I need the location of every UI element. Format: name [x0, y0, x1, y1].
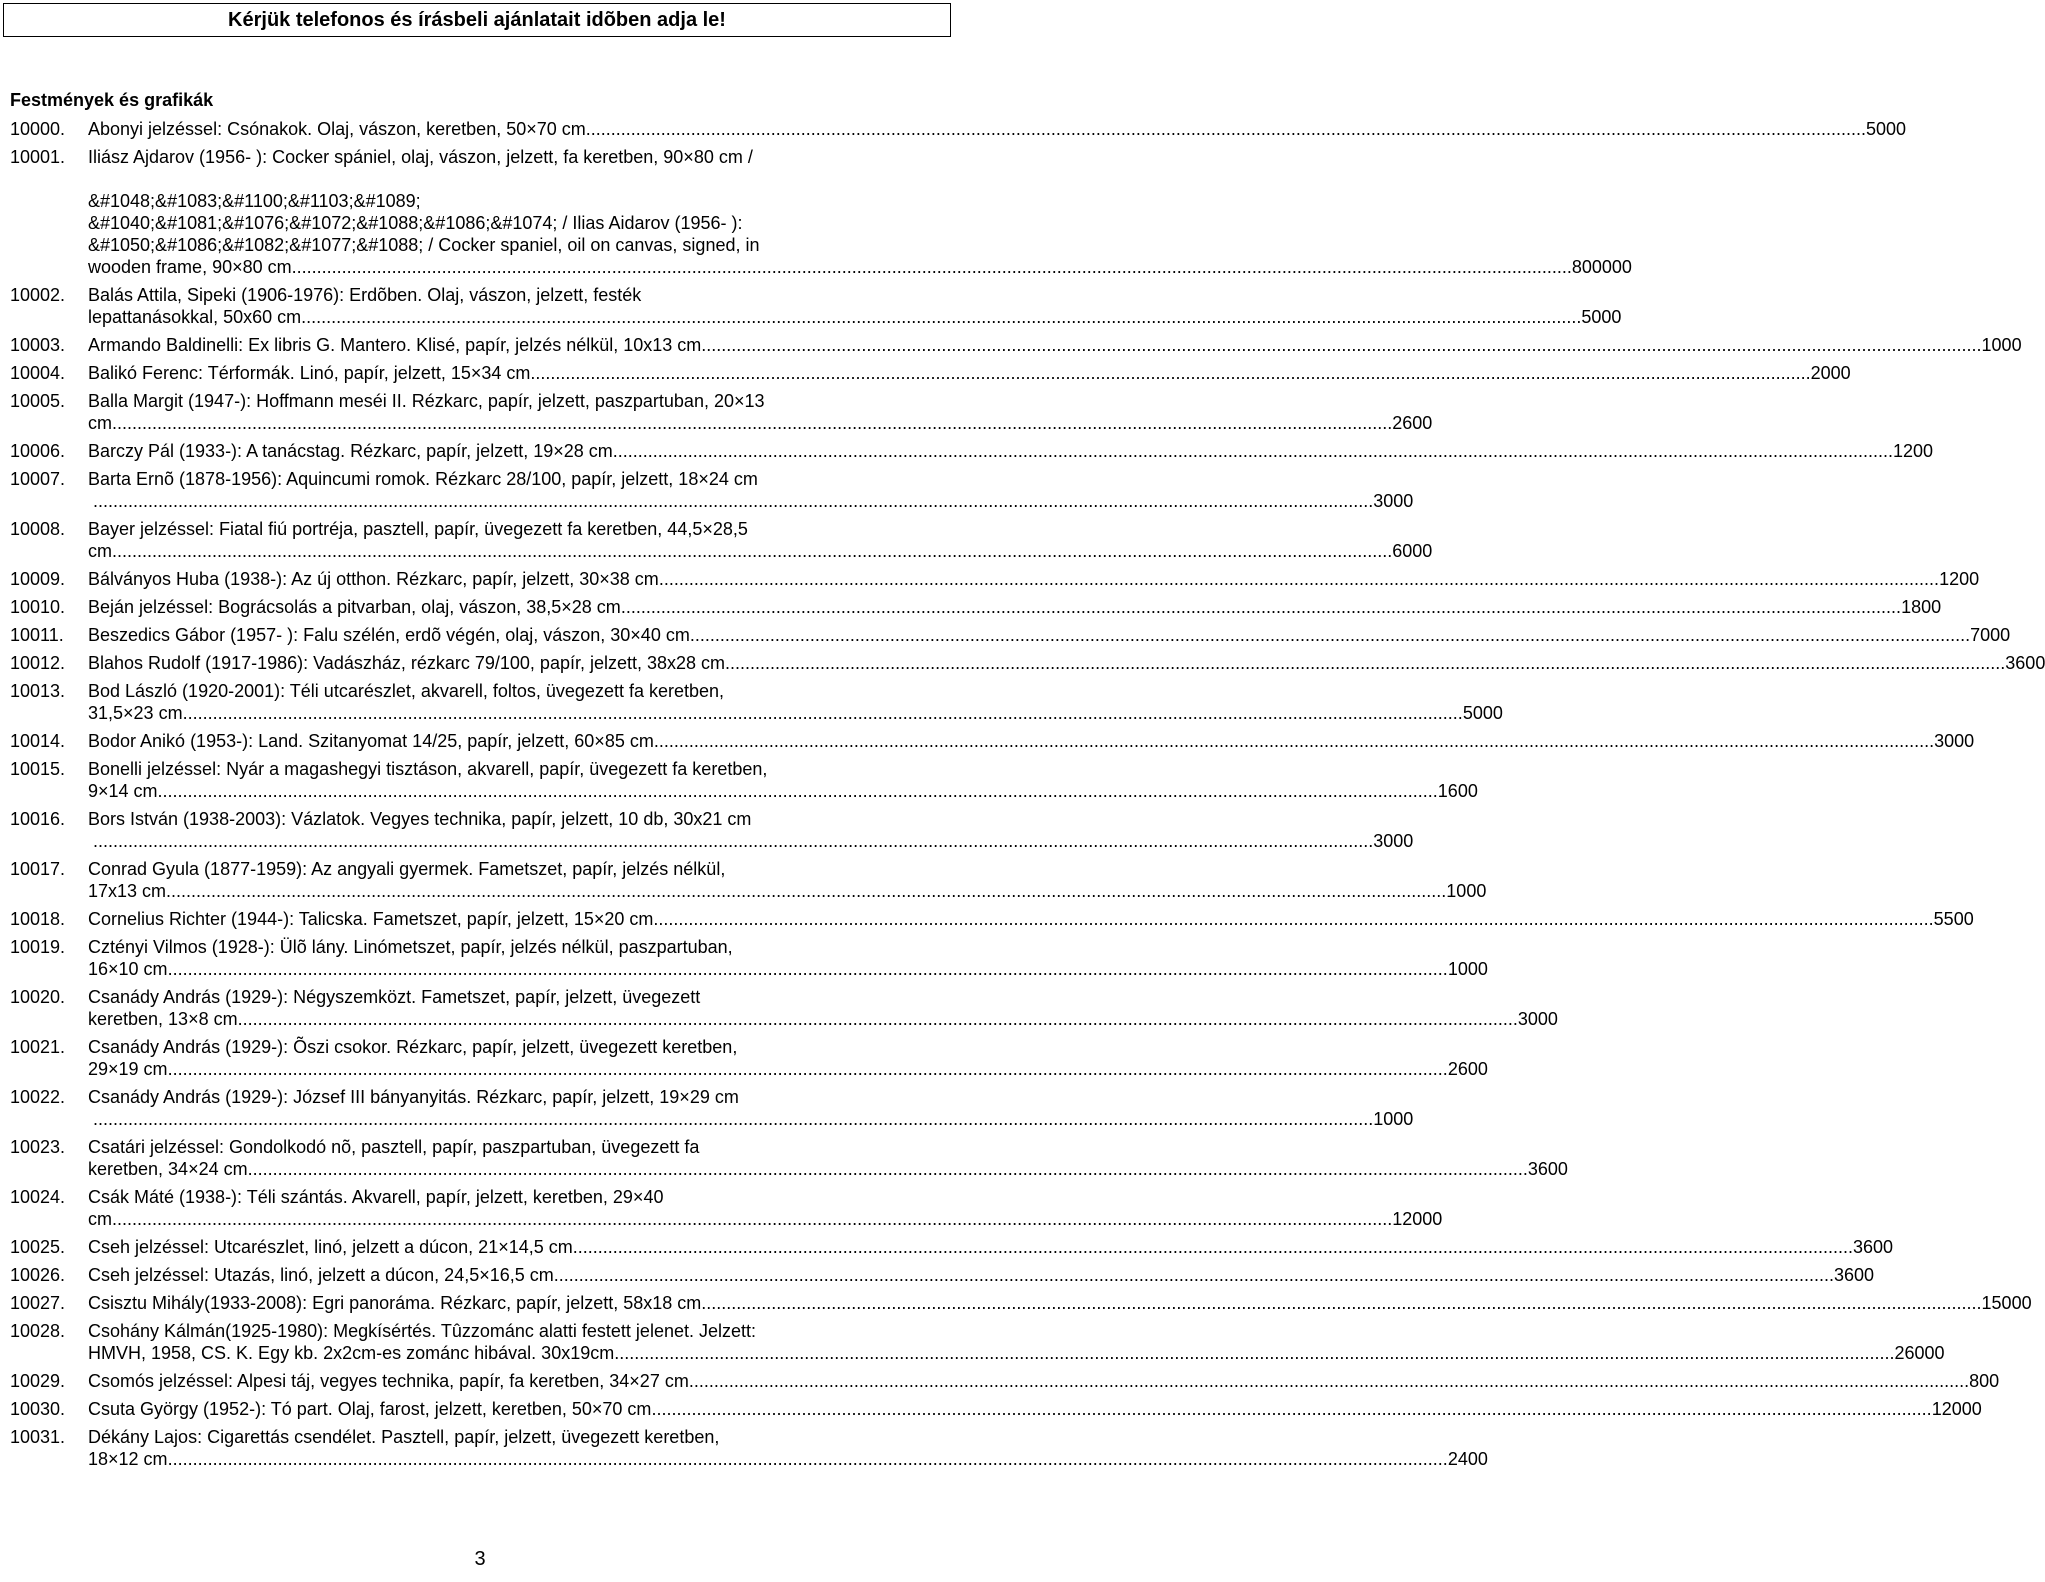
entry-text: Dékány Lajos: Cigarettás csendélet. Pasztell, papír, jelzett, üvegezett keretben, — [88, 1427, 720, 1447]
entry-price: 1800 — [1901, 597, 1942, 617]
entry-description — [88, 936, 1488, 980]
entry-description — [88, 1320, 1945, 1364]
entry-price: 2600 — [1392, 413, 1433, 433]
entry-text: 16×10 cm — [88, 959, 168, 979]
leader-dots — [653, 908, 1933, 930]
leader-dots — [93, 1108, 1373, 1130]
leader-dots — [248, 1158, 1528, 1180]
entry-price: 3000 — [1517, 1009, 1558, 1029]
entry-line — [88, 652, 2045, 674]
entry-description — [88, 624, 2010, 646]
entry-line — [88, 1086, 1413, 1108]
catalog-entry — [10, 1426, 1488, 1470]
entry-number: 10005. — [10, 391, 66, 411]
entry-text: Bod László (1920-2001): Téli utcarészlet, akvarell, foltos, üvegezett fa keretben, — [88, 681, 725, 701]
entry-number: 10028. — [10, 1321, 66, 1341]
catalog-entry — [10, 986, 1558, 1030]
entry-number: 10019. — [10, 937, 66, 957]
leader-dots — [112, 412, 1392, 434]
entry-text: Bálványos Huba (1938-): Az új otthon. Rézkarc, papír, jelzett, 30×38 cm — [88, 569, 659, 589]
leader-dots — [166, 880, 1446, 902]
entry-line — [88, 540, 1432, 562]
leader-dots — [725, 652, 2005, 674]
entry-price: 5500 — [1933, 909, 1974, 929]
catalog-entry — [10, 334, 2022, 356]
entry-price: 15000 — [1981, 1293, 2032, 1313]
catalog-entry — [10, 730, 1975, 752]
catalog-entry — [10, 568, 1980, 590]
entry-text: Csomós jelzéssel: Alpesi táj, vegyes technika, papír, fa keretben, 34×27 cm — [88, 1371, 689, 1391]
entry-text: cm — [88, 413, 112, 433]
entry-number: 10010. — [10, 597, 66, 617]
entry-number: 10002. — [10, 285, 66, 305]
entry-number: 10024. — [10, 1187, 66, 1207]
entry-text: lepattanásokkal, 50x60 cm — [88, 307, 302, 327]
entry-price: 1000 — [1373, 1109, 1414, 1129]
entry-line — [88, 596, 1941, 618]
entry-description — [88, 518, 1432, 562]
leader-dots — [238, 1008, 1518, 1030]
catalog-entry — [10, 1036, 1488, 1080]
leader-dots — [93, 490, 1373, 512]
entry-number: 10027. — [10, 1293, 66, 1313]
entry-number: 10017. — [10, 859, 66, 879]
entry-description — [88, 362, 1851, 384]
catalog-entry — [10, 1398, 1982, 1420]
entry-text: Cornelius Richter (1944-): Talicska. Fametszet, papír, jelzett, 15×20 cm — [88, 909, 654, 929]
entry-price: 1200 — [1939, 569, 1980, 589]
entry-number: 10009. — [10, 569, 66, 589]
catalog-entry — [10, 680, 1503, 724]
entry-description — [88, 1398, 1982, 1420]
entry-number: 10031. — [10, 1427, 66, 1447]
entry-number: 10021. — [10, 1037, 66, 1057]
entry-text: 17x13 cm — [88, 881, 167, 901]
entry-description — [88, 758, 1478, 802]
entry-number: 10008. — [10, 519, 66, 539]
catalog-entry — [10, 858, 1487, 902]
entry-line — [88, 730, 1974, 752]
entry-line — [88, 334, 2022, 356]
entry-number: 10004. — [10, 363, 66, 383]
catalog-entry — [10, 1236, 1894, 1258]
entry-description — [88, 1086, 1413, 1130]
leader-dots — [701, 334, 1981, 356]
entry-description — [88, 908, 1974, 930]
entry-price: 3600 — [2005, 653, 2045, 673]
entry-line — [88, 440, 1933, 462]
entry-text: keretben, 13×8 cm — [88, 1009, 238, 1029]
entry-line — [88, 1292, 2032, 1314]
leader-dots — [292, 256, 1572, 278]
entry-text: HMVH, 1958, CS. K. Egy kb. 2x2cm-es zománc hibával. 30x19cm — [88, 1343, 615, 1363]
entry-text: Csanády András (1929-): József III bányanyitás. Rézkarc, papír, jelzett, 19×29 cm — [88, 1087, 739, 1107]
entry-price: 800000 — [1571, 257, 1632, 277]
entry-line — [88, 908, 1974, 930]
entry-description — [88, 858, 1486, 902]
section-title: Festmények és grafikák — [10, 90, 214, 110]
entry-number: 10015. — [10, 759, 66, 779]
catalog-entry — [10, 596, 1942, 618]
catalog-entry — [10, 390, 1433, 434]
entry-text: Bors István (1938-2003): Vázlatok. Vegyes technika, papír, jelzett, 10 db, 30x21 cm — [88, 809, 752, 829]
entry-price: 26000 — [1894, 1343, 1945, 1363]
entry-description — [88, 568, 1979, 590]
entry-description — [88, 652, 2045, 674]
entry-description — [88, 596, 1941, 618]
page-header: Kérjük telefonos és írásbeli ajánlatait idõben adja le! — [3, 3, 951, 37]
leader-dots — [301, 306, 1581, 328]
entry-description — [88, 440, 1933, 462]
entry-description — [88, 1264, 1874, 1286]
entry-text — [88, 168, 93, 190]
entry-text: &#1040;&#1081;&#1076;&#1072;&#1088;&#1086;&#1074; / Ilias Aidarov (1956- ): — [88, 213, 743, 233]
entry-text: Csohány Kálmán(1925-1980): Megkísértés. Tûzzománc alatti festett jelenet. Jelzett: — [88, 1321, 757, 1341]
entry-number: 10020. — [10, 987, 66, 1007]
catalog-entry — [10, 518, 1433, 562]
entry-number: 10011. — [10, 625, 64, 645]
entry-price: 3000 — [1373, 491, 1414, 511]
leader-dots — [613, 440, 1893, 462]
entry-line — [88, 362, 1851, 384]
entry-text: Armando Baldinelli: Ex libris G. Mantero. Klisé, papír, jelzés nélkül, 10x13 cm — [88, 335, 702, 355]
entry-line — [88, 830, 1413, 852]
entry-text: Cztényi Vilmos (1928-): Ülõ lány. Linómetszet, papír, jelzés nélkül, paszpartuban, — [88, 937, 733, 957]
catalog-entry — [10, 624, 2011, 646]
entry-text: Csatári jelzéssel: Gondolkodó nõ, pasztell, papír, paszpartuban, üvegezett fa — [88, 1137, 700, 1157]
entry-line — [88, 256, 1632, 278]
entry-line — [88, 1208, 1442, 1230]
entry-price: 3600 — [1853, 1237, 1894, 1257]
entry-line — [88, 702, 1503, 724]
catalog-entry — [10, 468, 1414, 512]
entry-line — [88, 1236, 1893, 1258]
leader-dots — [183, 702, 1463, 724]
entry-price: 3600 — [1527, 1159, 1568, 1179]
catalog-entry — [10, 1370, 2000, 1392]
leader-dots — [614, 1342, 1894, 1364]
entry-price: 1600 — [1437, 781, 1478, 801]
entry-description — [88, 334, 2022, 356]
entry-line — [88, 1036, 1488, 1058]
entry-line — [88, 1448, 1488, 1470]
entry-text: Bayer jelzéssel: Fiatal fiú portréja, pasztell, papír, üvegezett fa keretben, 44,5×28,5 — [88, 519, 748, 539]
entry-line — [88, 306, 1621, 328]
entry-number: 10022. — [10, 1087, 66, 1107]
entry-text: 29×19 cm — [88, 1059, 168, 1079]
entry-number: 10013. — [10, 681, 66, 701]
entry-line — [88, 1398, 1982, 1420]
catalog-entry — [10, 1320, 1945, 1364]
entry-number: 10029. — [10, 1371, 66, 1391]
entry-line — [88, 858, 1486, 880]
entry-line — [88, 1320, 1945, 1342]
entry-line — [88, 284, 1621, 306]
entry-text: Abonyi jelzéssel: Csónakok. Olaj, vászon, keretben, 50×70 cm — [88, 119, 586, 139]
entry-description — [88, 1370, 1999, 1392]
leader-dots — [689, 1370, 1969, 1392]
entry-description — [88, 808, 1413, 852]
leader-dots — [701, 1292, 1981, 1314]
leader-dots — [659, 568, 1939, 590]
entry-text: Csanády András (1929-): Õszi csokor. Rézkarc, papír, jelzett, üvegezett keretben, — [88, 1037, 738, 1057]
entry-text: Iliász Ajdarov (1956- ): Cocker spániel, olaj, vászon, jelzett, fa keretben, 90×80 cm / — [88, 147, 753, 167]
entry-price: 5000 — [1462, 703, 1503, 723]
catalog-entry — [10, 440, 1934, 462]
entry-price: 6000 — [1392, 541, 1433, 561]
entry-text: Balás Attila, Sipeki (1906-1976): Erdõben. Olaj, vászon, jelzett, festék — [88, 285, 642, 305]
catalog-entry — [10, 758, 1478, 802]
entry-description — [88, 390, 1432, 434]
entry-number: 10026. — [10, 1265, 66, 1285]
entry-description — [88, 1292, 2032, 1314]
entry-line — [88, 234, 1632, 256]
leader-dots — [168, 958, 1448, 980]
entry-line — [88, 1058, 1488, 1080]
entry-text: Balla Margit (1947-): Hoffmann meséi II. Rézkarc, papír, jelzett, paszpartuban, 20×13 — [88, 391, 765, 411]
entry-line — [88, 758, 1478, 780]
entry-description — [88, 284, 1621, 328]
leader-dots — [586, 118, 1866, 140]
entry-number: 10012. — [10, 653, 66, 673]
entry-line — [88, 808, 1413, 830]
catalog-entry — [10, 908, 1974, 930]
catalog-entry — [10, 1186, 1443, 1230]
entry-line — [88, 568, 1979, 590]
leader-dots — [651, 1398, 1931, 1420]
entry-line — [88, 412, 1432, 434]
entry-line — [88, 190, 1632, 212]
catalog-entry — [10, 936, 1488, 980]
entry-text: Blahos Rudolf (1917-1986): Vadászház, rézkarc 79/100, papír, jelzett, 38x28 cm — [88, 653, 726, 673]
entry-line — [88, 958, 1488, 980]
entry-line — [88, 936, 1488, 958]
leader-dots — [168, 1448, 1448, 1470]
entry-line — [88, 390, 1432, 412]
entry-number: 10023. — [10, 1137, 66, 1157]
entry-line — [88, 780, 1478, 802]
entry-text: Bonelli jelzéssel: Nyár a magashegyi tisztáson, akvarell, papír, üvegezett fa keretben, — [88, 759, 768, 779]
entry-text: Balikó Ferenc: Térformák. Linó, papír, jelzett, 15×34 cm — [88, 363, 531, 383]
entry-text: Csuta György (1952-): Tó part. Olaj, farost, jelzett, keretben, 50×70 cm — [88, 1399, 652, 1419]
entry-price: 3000 — [1934, 731, 1975, 751]
leader-dots — [168, 1058, 1448, 1080]
entry-line — [88, 1426, 1488, 1448]
catalog-entry — [10, 1292, 2032, 1314]
catalog-entry — [10, 362, 1851, 384]
entry-text: Barczy Pál (1933-): A tanácstag. Rézkarc, papír, jelzett, 19×28 cm — [88, 441, 613, 461]
entry-line — [88, 1158, 1568, 1180]
leader-dots — [573, 1236, 1853, 1258]
entry-number: 10030. — [10, 1399, 66, 1419]
entry-text: Bodor Anikó (1953-): Land. Szitanyomat 14/25, papír, jelzett, 60×85 cm — [88, 731, 654, 751]
entry-number: 10001. — [10, 147, 66, 167]
entry-number: 10014. — [10, 731, 66, 751]
entry-number: 10016. — [10, 809, 66, 829]
entry-price: 1000 — [1981, 335, 2022, 355]
entry-text: Cseh jelzéssel: Utcarészlet, linó, jelzett a dúcon, 21×14,5 cm — [88, 1237, 573, 1257]
entry-line — [88, 1136, 1568, 1158]
entry-line — [88, 680, 1503, 702]
entry-price: 2000 — [1810, 363, 1851, 383]
entry-number: 10003. — [10, 335, 66, 355]
leader-dots — [621, 596, 1901, 618]
leader-dots — [93, 830, 1373, 852]
entry-line — [88, 212, 1632, 234]
entry-description — [88, 1426, 1488, 1470]
entry-text: cm — [88, 541, 112, 561]
entry-line — [88, 1108, 1413, 1130]
entry-number: 10006. — [10, 441, 66, 461]
entry-text: wooden frame, 90×80 cm — [88, 257, 292, 277]
catalog-entry — [10, 808, 1414, 852]
entry-text: Csisztu Mihály(1933-2008): Egri panoráma. Rézkarc, papír, jelzett, 58x18 cm — [88, 1293, 702, 1313]
entry-text: Conrad Gyula (1877-1959): Az angyali gyermek. Fametszet, papír, jelzés nélkül, — [88, 859, 726, 879]
leader-dots — [654, 730, 1934, 752]
catalog-entry — [10, 1136, 1568, 1180]
entry-price: 3600 — [1834, 1265, 1875, 1285]
leader-dots — [112, 1208, 1392, 1230]
entry-text: &#1050;&#1086;&#1082;&#1077;&#1088; / Cocker spaniel, oil on canvas, signed, in — [88, 235, 760, 255]
catalog-entry — [10, 1264, 1875, 1286]
entry-description — [88, 1136, 1568, 1180]
entry-description — [88, 680, 1503, 724]
entry-line — [88, 1264, 1874, 1286]
entry-line — [88, 1186, 1442, 1208]
entry-line — [88, 880, 1486, 902]
entry-line — [88, 1370, 1999, 1392]
catalog-entry — [10, 284, 1622, 328]
entry-text: &#1048;&#1083;&#1100;&#1103;&#1089; — [88, 191, 421, 211]
entry-text: 9×14 cm — [88, 781, 158, 801]
entry-text: Cseh jelzéssel: Utazás, linó, jelzett a dúcon, 24,5×16,5 cm — [88, 1265, 554, 1285]
entry-description — [88, 468, 1413, 512]
catalog-entry — [10, 1086, 1414, 1130]
entry-description — [88, 146, 1632, 278]
catalog-entry — [10, 118, 1907, 140]
entry-price: 12000 — [1931, 1399, 1982, 1419]
catalog-list — [10, 118, 2045, 1476]
entry-text: Barta Ernõ (1878-1956): Aquincumi romok. Rézkarc 28/100, papír, jelzett, 18×24 cm — [88, 469, 758, 489]
entry-price: 1000 — [1447, 959, 1488, 979]
entry-text: Csanády András (1929-): Négyszemközt. Fametszet, papír, jelzett, üvegezett — [88, 987, 701, 1007]
entry-line — [88, 986, 1558, 1008]
leader-dots — [690, 624, 1970, 646]
entry-price: 2400 — [1447, 1449, 1488, 1469]
entry-text: 18×12 cm — [88, 1449, 168, 1469]
entry-line — [88, 1342, 1945, 1364]
entry-number: 10025. — [10, 1237, 66, 1257]
entry-text: 31,5×23 cm — [88, 703, 183, 723]
entry-price: 12000 — [1392, 1209, 1443, 1229]
leader-dots — [530, 362, 1810, 384]
leader-dots — [112, 540, 1392, 562]
entry-description — [88, 730, 1974, 752]
entry-line — [88, 118, 1906, 140]
entry-price: 1000 — [1446, 881, 1487, 901]
entry-line — [88, 468, 1413, 490]
page-number: 3 — [474, 1548, 486, 1570]
leader-dots — [554, 1264, 1834, 1286]
entry-line — [88, 518, 1432, 540]
entry-text: cm — [88, 1209, 112, 1229]
entry-price: 1200 — [1893, 441, 1934, 461]
entry-text: Beján jelzéssel: Bográcsolás a pitvarban, olaj, vászon, 38,5×28 cm — [88, 597, 621, 617]
entry-number: 10018. — [10, 909, 66, 929]
entry-price: 3000 — [1373, 831, 1414, 851]
entry-text: keretben, 34×24 cm — [88, 1159, 248, 1179]
entry-line — [88, 146, 1632, 168]
entry-text: Beszedics Gábor (1957- ): Falu szélén, erdõ végén, olaj, vászon, 30×40 cm — [88, 625, 690, 645]
entry-number: 10000. — [10, 119, 66, 139]
entry-price: 5000 — [1866, 119, 1907, 139]
entry-description — [88, 1186, 1442, 1230]
entry-line — [88, 490, 1413, 512]
entry-description — [88, 986, 1558, 1030]
entry-price: 800 — [1969, 1371, 2000, 1391]
entry-line — [88, 168, 1632, 190]
entry-price: 5000 — [1581, 307, 1622, 327]
catalog-entry — [10, 146, 1632, 278]
entry-price: 2600 — [1447, 1059, 1488, 1079]
entry-price: 7000 — [1970, 625, 2011, 645]
catalog-entry — [10, 652, 2045, 674]
entry-description — [88, 1236, 1893, 1258]
entry-number: 10007. — [10, 469, 66, 489]
entry-line — [88, 624, 2010, 646]
leader-dots — [158, 780, 1438, 802]
entry-line — [88, 1008, 1558, 1030]
entry-description — [88, 1036, 1488, 1080]
entry-description — [88, 118, 1906, 140]
entry-text: Csák Máté (1938-): Téli szántás. Akvarell, papír, jelzett, keretben, 29×40 — [88, 1187, 664, 1207]
